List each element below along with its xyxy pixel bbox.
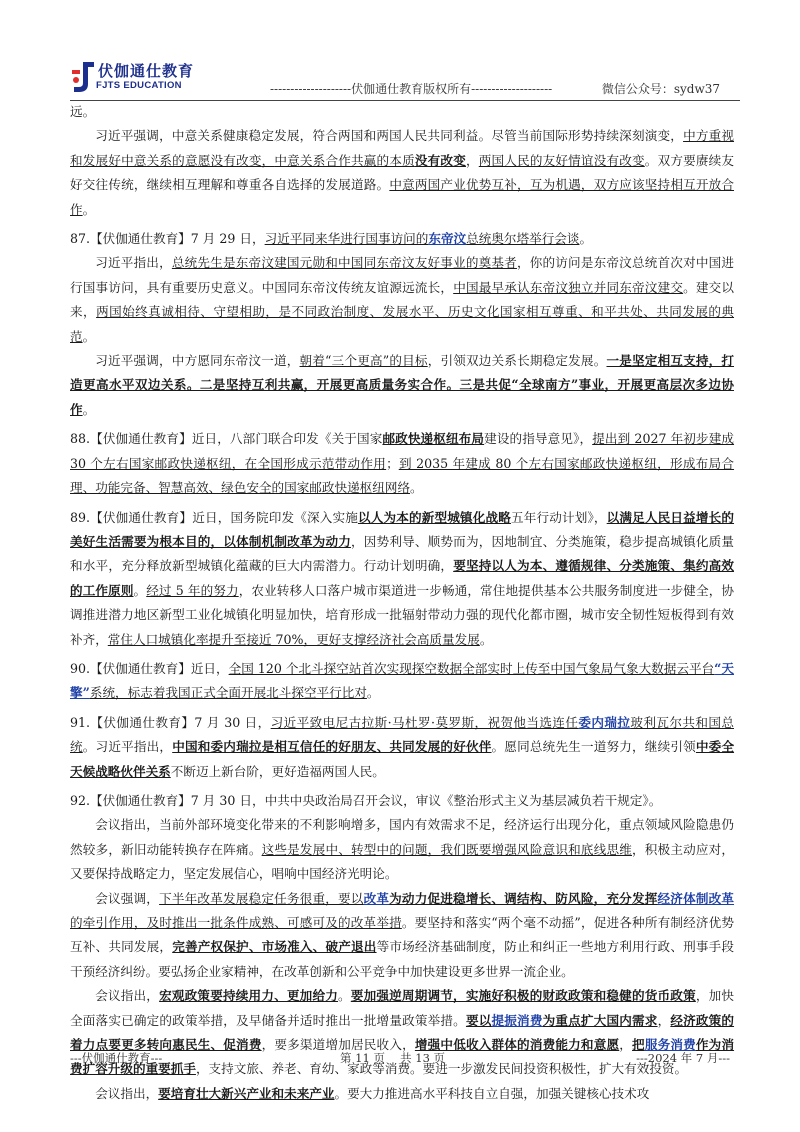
article-body [70, 100, 734, 1106]
news-item-88: 88.【伏伽通仕教育】近日，八部门联合印发《关于国家邮政快递枢纽布局建设的指导意见》，提出到 2027 年初步建成 30 个左右国家邮政快递枢纽，在全国形成示范带动作用；到 2035 年建成 80 个左右国家邮政快递枢纽，形成布局合理、功能完备、智慧高效、绿色安全的国家邮政快递枢纽网络。 [70, 431, 735, 496]
logo-text: 伏伽通仕教育 [98, 62, 195, 80]
logo-icon [70, 60, 96, 94]
item-87-paragraph-2: 习近平指出，总统先生是东帝汶建国元勋和中国同东帝汶友好事业的奠基者，你的访问是东帝汶总统首次对中国进行国事访问，具有重要历史意义。中国同东帝汶传统友谊源远流长，中国最早承认东帝汶独立并同东帝汶建交。建交以来，两国始终真诚相待、守望相助，是不同政治制度、发展水平、历史文化国家相互尊重、和平共处、共同发展的典范。 [70, 255, 735, 344]
news-item-87: 87.【伏伽通仕教育】7 月 29 日，习近平同来华进行国事访问的东帝汶总统奥尔塔举行会谈。 [70, 231, 593, 247]
item-89-head: 89.【伏伽通仕教育】 [70, 509, 193, 525]
news-item-89: 89.【伏伽通仕教育】近日，国务院印发《深入实施以人为本的新型城镇化战略五年行动计划》，以满足人民日益增长的美好生活需要为根本目的，以体制机制改革为动力，因势利导、顺势而为，因地制宜、分类施策，稳步提高城镇化质量和水平，充分释放新型城镇化蕴藏的巨大内需潜力。行动计划明确，要坚持以人为本、遵循规律、分类施策、集约高效的工作原则。经过 5 年的努力，农业转移人口落户城市渠道进一步畅通，常住地提供基本公共服务制度进一步健全，协调推进潜力地区新型工业化城镇化明显加快，培育形成一批辐射带动力强的现代化都市圈，城市安全韧性短板得到有效补齐，常住人口城镇化率提升至接近 70%，更好支撑经济社会高质量发展。 [70, 509, 735, 647]
logo-english-text: FJTS EDUCATION [96, 80, 182, 91]
news-item-91: 91.【伏伽通仕教育】7 月 30 日，习近平致电尼古拉斯·马杜罗·莫罗斯，祝贺他当选连任委内瑞拉玻利瓦尔共和国总统。习近平指出，中国和委内瑞拉是相互信任的好朋友、共同发展的好伙伴。愿同总统先生一道努力，继续引领中委全天候战略伙伴关系不断迈上新台阶，更好造福两国人民。 [70, 714, 735, 779]
brand-logo [70, 58, 210, 100]
item-87-head: 87.【伏伽通仕教育】 [70, 231, 191, 247]
header-copyright: --------------------伏伽通仕教育版权所有-------------------- [270, 82, 553, 96]
item-90-head: 90.【伏伽通仕教育】 [70, 660, 191, 676]
paragraph-continuation: 远。 [70, 104, 96, 119]
paragraph-china-italy: 习近平强调，中意关系健康稳定发展，符合两国和两国人民共同利益。尽管当前国际形势持续深刻演变，中方重视和发展好中意关系的意愿没有改变，中意关系合作共赢的本质没有改变，两国人民的友好情谊没有改变。双方要赓续友好交往传统，继续相互理解和尊重各自选择的发展道路。中意两国产业优势互补，互为机遇，双方应该坚持相互开放合作。 [70, 128, 735, 217]
page-footer [70, 1050, 730, 1066]
item-87-paragraph-3: 习近平强调，中方愿同东帝汶一道，朝着“三个更高”的目标，引领双边关系长期稳定发展。一是坚定相互支持，打造更高水平双边关系。二是坚持互利共赢，开展更高质量务实合作。三是共促“全球南方”事业，开展更高层次多边协作。 [70, 353, 735, 417]
item-91-head: 91.【伏伽通仕教育】 [70, 714, 195, 730]
news-item-90: 90.【伏伽通仕教育】近日，全国 120 个北斗探空站首次实现探空数据全部实时上传至中国气象局气象大数据云平台“天擎”系统，标志着我国正式全面开展北斗探空平行比对。 [70, 660, 734, 701]
news-item-92: 92.【伏伽通仕教育】7 月 30 日，中共中央政治局召开会议，审议《整治形式主义为基层减负若干规定》。 [70, 792, 662, 808]
item-92-paragraph-4: 会议指出，宏观政策要持续用力、更加给力。要加强逆周期调节，实施好积极的财政政策和稳健的货币政策，加快全面落实已确定的政策举措，及早储备并适时推出一批增量政策举措。要以提振消费为重点扩大国内需求，经济政策的着力点要更多转向惠民生、促消费，要多渠道增加居民收入，增强中低收入群体的消费能力和意愿，把服务消费作为消费扩容升级的重要抓手，支持文旅、养老、育幼、家政等消费。要进一步激发民间投资积极性，扩大有效投资。 [70, 988, 735, 1077]
footer-brand: ---伏伽通仕教育--- [70, 1051, 163, 1065]
footer-date: ---2024 年 7 月--- [636, 1051, 730, 1065]
item-92-paragraph-3: 会议强调，下半年改革发展稳定任务很重，要以改革为动力促进稳增长、调结构、防风险，充分发挥经济体制改革的牵引作用，及时推出一批条件成熟、可感可及的改革举措。要坚持和落实“两个毫不动摇”，促进各种所有制经济优势互补、共同发展，完善产权保护、市场准入、破产退出等市场经济基础制度，防止和纠正一些地方利用行政、刑事手段干预经济纠纷。要弘扬企业家精神，在改革创新和公平竞争中加快建设更多世界一流企业。 [70, 890, 735, 979]
page-number: 第 11 页 共 13 页 [340, 1051, 446, 1065]
item-92-paragraph-2: 会议指出，当前外部环境变化带来的不利影响增多，国内有效需求不足，经济运行出现分化，重点领域风险隐患仍然较多，新旧动能转换存在阵痛。这些是发展中、转型中的问题，我们既要增强风险意识和底线思维，积极主动应对，又要保持战略定力，坚定发展信心，唱响中国经济光明论。 [70, 817, 735, 882]
page-header [70, 58, 740, 102]
header-wechat: 微信公众号：sydw37 [601, 82, 720, 96]
item-92-paragraph-5: 会议指出，要培育壮大新兴产业和未来产业。要大力推进高水平科技自立自强，加强关键核心技术攻 [95, 1085, 650, 1101]
item-92-head: 92.【伏伽通仕教育】 [70, 792, 191, 808]
item-88-head: 88.【伏伽通仕教育】 [70, 431, 192, 447]
